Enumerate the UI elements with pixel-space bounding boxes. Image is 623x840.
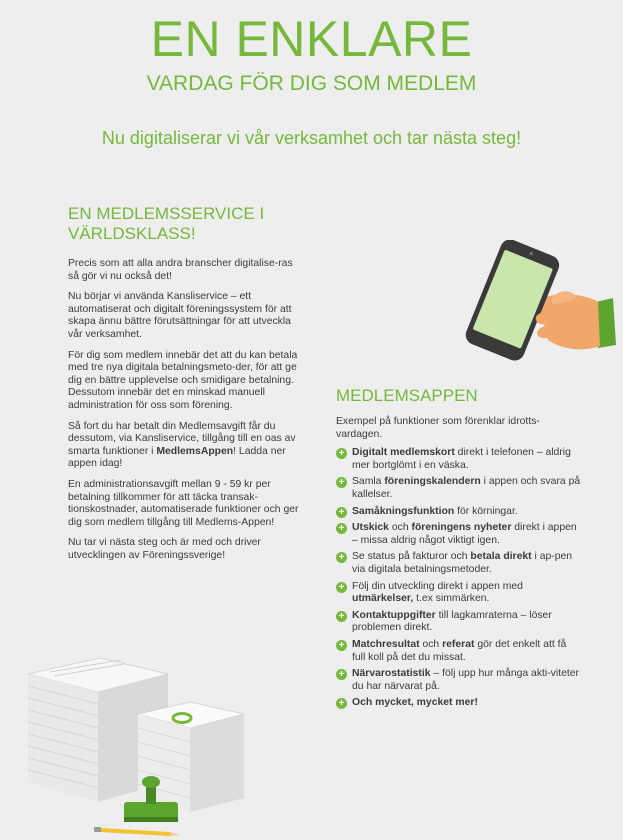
left-heading: EN MEDLEMSSERVICE I VÄRLDSKLASS! (68, 204, 265, 243)
left-paragraph-2: Nu börjar vi använda Kansliservice – ett automatiserat och digitalt föreningssystem för att skapa ännu bättre förutsättningar för att utveckla vår verksamhet. (68, 291, 292, 340)
feature-text: och (388, 522, 412, 534)
feature-bold-text: Matchresultat (352, 638, 420, 650)
feature-text: i ap-pen via digitala betalningsmetoder. (352, 551, 573, 575)
feature-item (336, 639, 581, 664)
plus-circle-icon: + (336, 582, 347, 593)
plus-circle-icon: + (336, 640, 347, 651)
feature-item (336, 447, 581, 472)
feature-bold-text: Kontaktuppgifter (352, 609, 436, 621)
feature-item (336, 506, 581, 519)
plus-circle-icon: + (336, 611, 347, 622)
feature-bold-text: Närvarostatistik (352, 668, 431, 680)
feature-bold-text: föreningens nyheter (411, 522, 512, 534)
feature-text: och (419, 638, 443, 650)
feature-bold-text: Digitalt medlemskort (352, 447, 455, 459)
feature-item (336, 581, 581, 606)
left-column (68, 204, 304, 570)
p4-text-b: ! Ladda ner appen idag! (68, 445, 286, 470)
feature-text: gör det enkelt att få full koll på det du missat. (352, 638, 567, 663)
left-paragraph-5: En administrationsavgift mellan 9 - 59 kr per betalning tillkommer för att täcka transak-tionskostnader, automatiserade funktioner och ger dig som medlem tillgång till Medlems-Appen! (68, 478, 299, 528)
left-paragraph-6: Nu tar vi nästa steg och är med och driver utvecklingen av Föreningssverige! (68, 537, 261, 561)
paper-stack-illustration (20, 652, 250, 836)
feature-text: Följ din utveckling direkt i appen med (352, 580, 523, 592)
p4-bold-app: MedlemsAppen (156, 445, 234, 457)
plus-circle-icon: + (336, 523, 347, 534)
feature-item (336, 551, 581, 576)
left-paragraph-3: För dig som medlem innebär det att du kan betala med tre nya digitala betalningsmeto-der, för att ge dig en bättre upplevelse och smidigare betalning. Dessutom innebär det en minskad manuell administration för oss som förening. (68, 349, 298, 411)
feature-item (336, 522, 581, 547)
feature-item (336, 476, 581, 501)
feature-text: i appen och svara på kallelser. (352, 476, 581, 500)
p4-text-a: Så fort du har betalt din Medlemsavgift får du dessutom, via Kansliservice, tillgång till en oas av smarta funktioner i (68, 420, 296, 457)
right-column (336, 386, 581, 714)
plus-circle-icon: + (336, 552, 347, 563)
feature-bold-text: föreningskalendern (384, 476, 481, 488)
page-subtitle: VARDAG FÖR DIG SOM MEDLEM (146, 72, 477, 95)
left-paragraph-4 (68, 421, 304, 471)
tagline: Nu digitaliserar vi vår verksamhet och tar nästa steg! (101, 128, 522, 148)
right-intro: Exempel på funktioner som förenklar idrotts-vardagen. (336, 416, 540, 440)
feature-item (336, 610, 581, 635)
feature-bold-text: betala direkt (470, 551, 532, 563)
right-heading: MEDLEMSAPPEN (336, 386, 478, 405)
feature-text: Samla (352, 476, 385, 488)
left-paragraph-1: Precis som att alla andra branscher digitalise-ras så gör vi nu också det! (68, 258, 293, 282)
feature-bold-text: Samåkningsfunktion (352, 505, 455, 517)
pencil-illustration (94, 827, 180, 836)
feature-text: för körningar. (454, 505, 518, 517)
page-title: EN ENKLARE (150, 11, 473, 67)
feature-item (336, 697, 581, 710)
plus-circle-icon: + (336, 477, 347, 488)
feature-item (336, 668, 581, 693)
feature-text: t.ex simmärken. (413, 593, 490, 605)
feature-text: direkt i telefonen – aldrig mer bortglömt i en väska. (352, 447, 571, 471)
feature-text: direkt i appen – missa aldrig något viktigt igen. (352, 522, 577, 546)
feature-text: till lagkamraterna – löser problemen direkt. (352, 609, 552, 634)
feature-list (336, 447, 581, 710)
feature-bold-text: Utskick (352, 522, 389, 534)
feature-text: – följ upp hur många akti-viteter du har närvarat på. (352, 668, 579, 692)
feature-bold-text: referat (442, 638, 475, 650)
feature-text: Se status på fakturor och (352, 551, 471, 563)
feature-bold-text: utmärkelser, (352, 593, 414, 605)
plus-circle-icon: + (336, 669, 347, 680)
plus-circle-icon: + (336, 698, 347, 709)
plus-circle-icon: + (336, 448, 347, 459)
phone-in-hand-illustration (448, 240, 618, 375)
feature-bold-text: Och mycket, mycket mer! (352, 697, 478, 709)
plus-circle-icon: + (336, 507, 347, 518)
